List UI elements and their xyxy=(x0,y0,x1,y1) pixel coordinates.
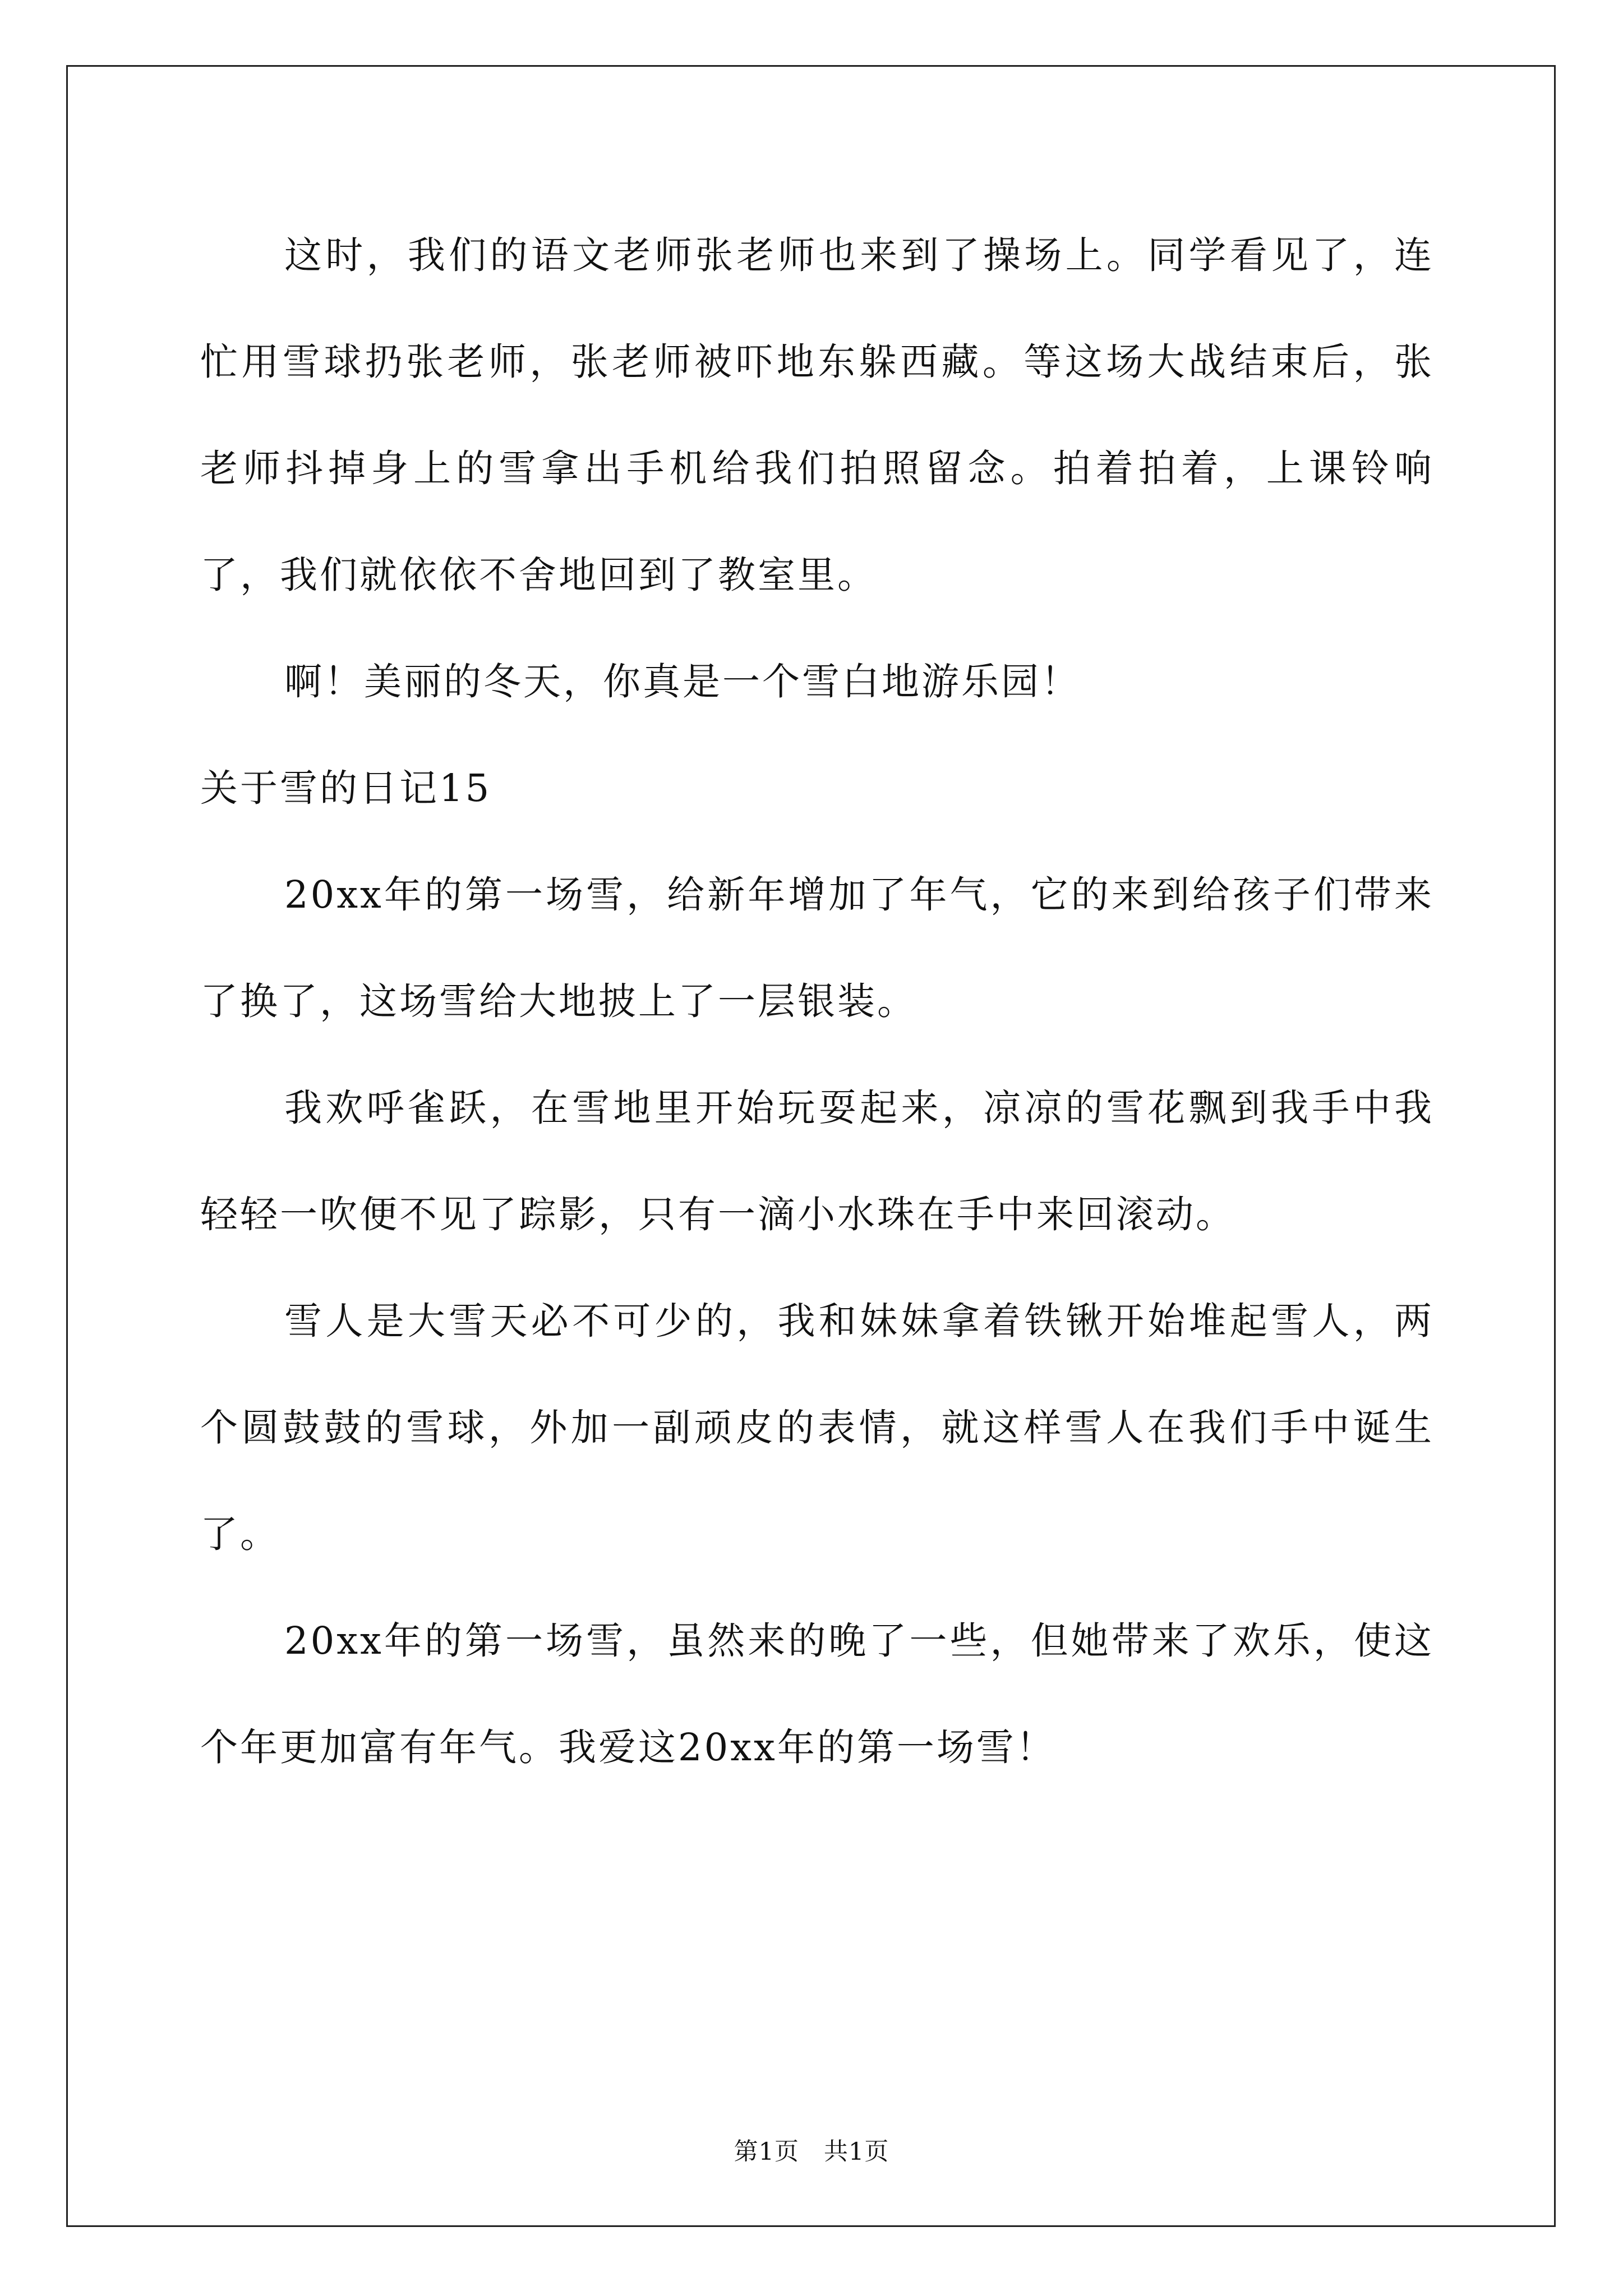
page-number-footer: 第1页 共1页 xyxy=(734,2138,889,2166)
paragraph-teacher-snowball: 这时，我们的语文老师张老师也来到了操场上。同学看见了，连忙用雪球扔张老师，张老师被吓地东躲西藏。等这场大战结束后，张老师抖掉身上的雪拿出手机给我们拍照留念。拍着拍着，上课铃响了，我们就依依不舍地回到了教室里。 xyxy=(200,233,1434,597)
document-body xyxy=(200,202,1434,1801)
section-heading: 关于雪的日记15 xyxy=(200,766,492,810)
paragraph-playing-snow: 我欢呼雀跃，在雪地里开始玩耍起来，凉凉的雪花飘到我手中我轻轻一吹便不见了踪影，只有一滴小水珠在手中来回滚动。 xyxy=(200,1086,1434,1236)
paragraph-snowman: 雪人是大雪天必不可少的，我和妹妹拿着铁锹开始堆起雪人，两个圆鼓鼓的雪球，外加一副顽皮的表情，就这样雪人在我们手中诞生了。 xyxy=(200,1299,1434,1556)
paragraph-conclusion: 20xx年的第一场雪，虽然来的晚了一些，但她带来了欢乐，使这个年更加富有年气。我爱这20xx年的第一场雪！ xyxy=(200,1619,1434,1769)
paragraph-winter-exclamation: 啊！美丽的冬天，你真是一个雪白地游乐园！ xyxy=(284,660,1081,703)
paragraph-first-snow: 20xx年的第一场雪，给新年增加了年气，它的来到给孩子们带来了换了，这场雪给大地披上了一层银装。 xyxy=(200,873,1434,1023)
